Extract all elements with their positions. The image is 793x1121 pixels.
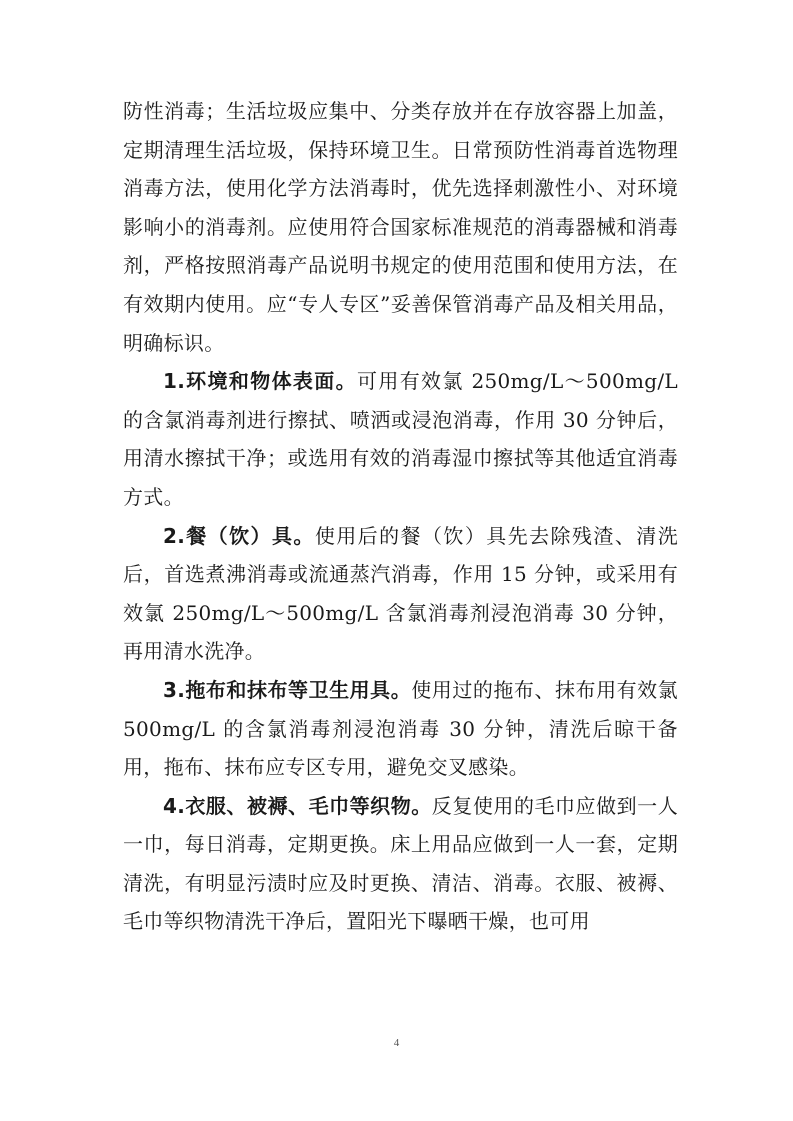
paragraph-text: 使用后的餐（饮）具先去除残渣、清洗后，首选煮沸消毒或流通蒸汽消毒，作用 15 分钟，或采用有效氯 250mg/L～500mg/L 含氯消毒剂浸泡消毒 30 分钟，再用清水洗净。 bbox=[123, 523, 678, 664]
paragraph-text: 使用过的拖布、抹布用有效氯 500mg/L 的含氯消毒剂浸泡消毒 30 分钟，清洗后晾干备用，拖布、抹布应专区专用，避免交叉感染。 bbox=[123, 677, 678, 780]
paragraph-environment-surfaces bbox=[123, 362, 678, 516]
document-body bbox=[123, 92, 678, 941]
paragraph-tableware bbox=[123, 517, 678, 671]
paragraph-text: 防性消毒；生活垃圾应集中、分类存放并在存放容器上加盖，定期清理生活垃圾，保持环境卫生。日常预防性消毒首选物理消毒方法，使用化学方法消毒时，优先选择刺激性小、对环境影响小的消毒剂。应使用符合国家标准规范的消毒器械和消毒剂，严格按照消毒产品说明书规定的使用范围和使用方法，在有效期内使用。应“专人专区”妥善保管消毒产品及相关用品，明确标识。 bbox=[123, 99, 678, 355]
section-heading: 2.餐（饮）具。 bbox=[163, 523, 315, 548]
paragraph-cleaning-tools bbox=[123, 671, 678, 787]
paragraph-text: 反复使用的毛巾应做到一人一巾，每日消毒，定期更换。床上用品应做到一人一套，定期清洗，有明显污渍时应及时更换、清洁、消毒。衣服、被褥、毛巾等织物清洗干净后，置阳光下曝晒干燥，也可用 bbox=[123, 793, 678, 934]
section-heading: 1.环境和物体表面。 bbox=[163, 369, 357, 394]
section-heading: 3.拖布和抹布等卫生用具。 bbox=[163, 677, 412, 702]
paragraph-text: 可用有效氯 250mg/L～500mg/L 的含氯消毒剂进行擦拭、喷洒或浸泡消毒，作用 30 分钟后，用清水擦拭干净；或选用有效的消毒湿巾擦拭等其他适宜消毒方式。 bbox=[123, 369, 678, 509]
page-number: 4 bbox=[393, 1037, 400, 1049]
paragraph-continuation bbox=[123, 92, 678, 362]
paragraph-textiles bbox=[123, 787, 678, 941]
section-heading: 4.衣服、被褥、毛巾等织物。 bbox=[163, 793, 432, 818]
